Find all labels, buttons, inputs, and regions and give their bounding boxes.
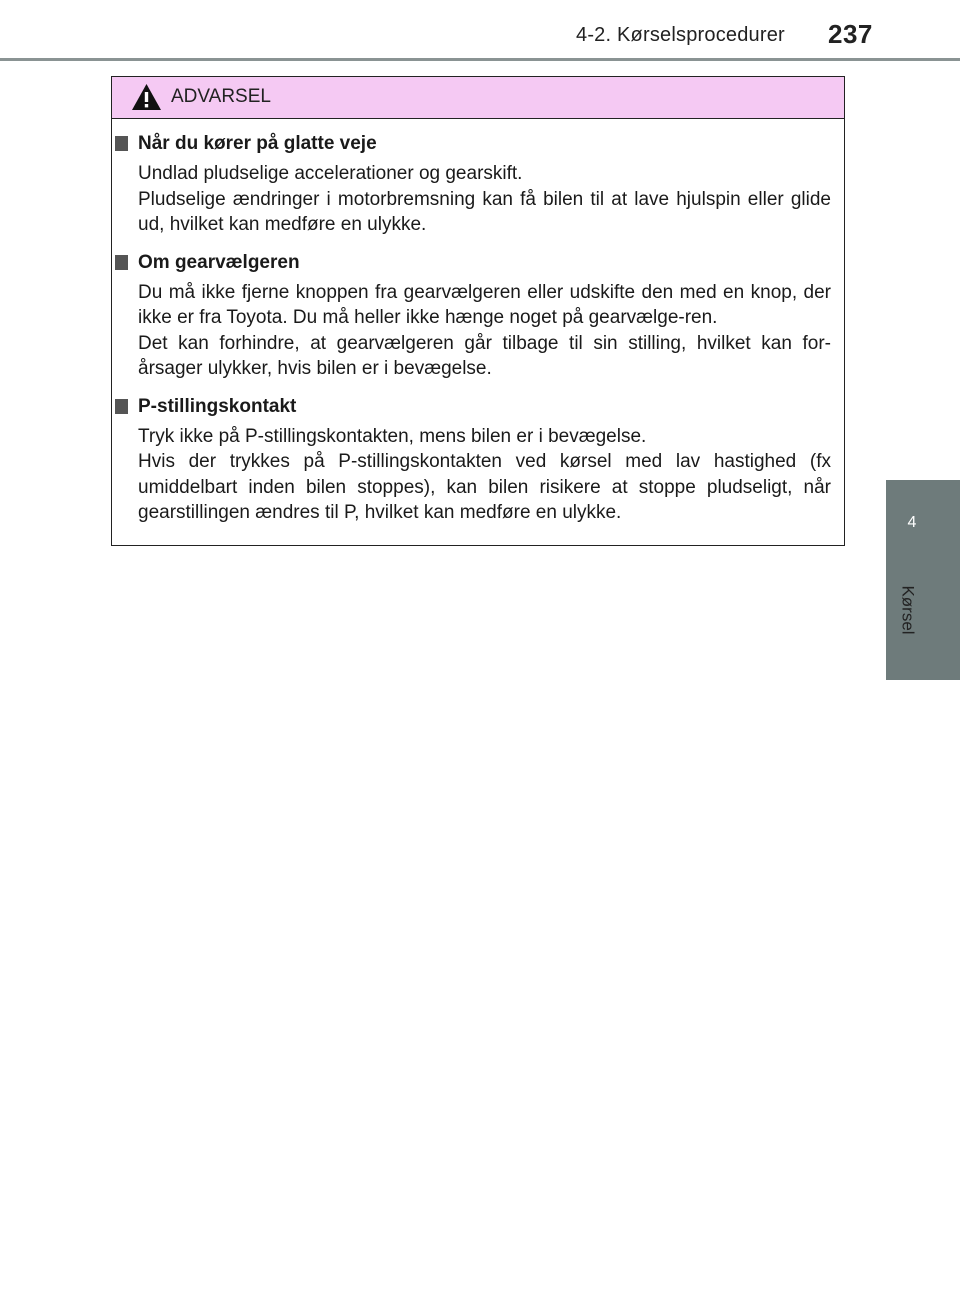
warning-box <box>111 76 845 546</box>
chapter-label-text: Kørsel <box>899 585 918 635</box>
warning-title: ADVARSEL <box>171 86 271 107</box>
paragraph: Tryk ikke på P-stillingskontakten, mens bilen er i bevægelse. <box>138 425 647 447</box>
square-bullet-icon <box>115 399 128 414</box>
section-heading-text: Når du kører på glatte veje <box>138 133 377 154</box>
section-heading <box>112 250 844 276</box>
section-title: 4-2. Kørselsprocedurer <box>576 24 785 46</box>
chapter-number: 4 <box>907 514 917 531</box>
section-text <box>138 161 831 238</box>
section-heading-text: Om gearvælgeren <box>138 251 300 273</box>
page-number: 237 <box>828 19 873 49</box>
paragraph: Hvis der trykkes på P-stillingskontakten ved kørsel med lav hastighed (fx umiddelbart inden bilen stoppes), kan bilen risikere at stoppe pludseligt, når gearstillingen ændres til P, hvilket kan medføre en ulykke. <box>138 451 831 523</box>
section-text <box>138 424 831 526</box>
section-text <box>138 280 831 382</box>
square-bullet-icon <box>115 255 128 270</box>
paragraph: Det kan forhindre, at gearvælgeren går tilbage til sin stilling, hvilket kan for-årsager ulykker, hvis bilen er i bevægelse. <box>138 332 831 379</box>
warning-triangle-icon <box>131 83 162 111</box>
paragraph: Pludselige ændringer i motorbremsning kan få bilen til at lave hjulspin eller glide ud, hvilket kan medføre en ulykke. <box>138 188 831 235</box>
section-heading <box>112 131 844 157</box>
header-divider <box>0 58 960 61</box>
paragraph: Du må ikke fjerne knoppen fra gearvælgeren eller udskifte den med en knop, der ikke er fra Toyota. Du må heller ikke hænge noget på gearvælge-ren. <box>138 281 831 328</box>
warning-section-p-position-switch <box>112 394 844 526</box>
section-heading <box>112 394 844 420</box>
warning-header <box>112 77 844 119</box>
warning-section-gear-selector <box>112 250 844 382</box>
paragraph: Undlad pludselige accelerationer og gearskift. <box>138 163 523 184</box>
square-bullet-icon <box>115 136 128 151</box>
chapter-label <box>884 575 932 645</box>
warning-section-slippery-roads <box>112 131 844 238</box>
warning-body <box>112 131 844 538</box>
section-heading-text: P-stillingskontakt <box>138 395 297 417</box>
